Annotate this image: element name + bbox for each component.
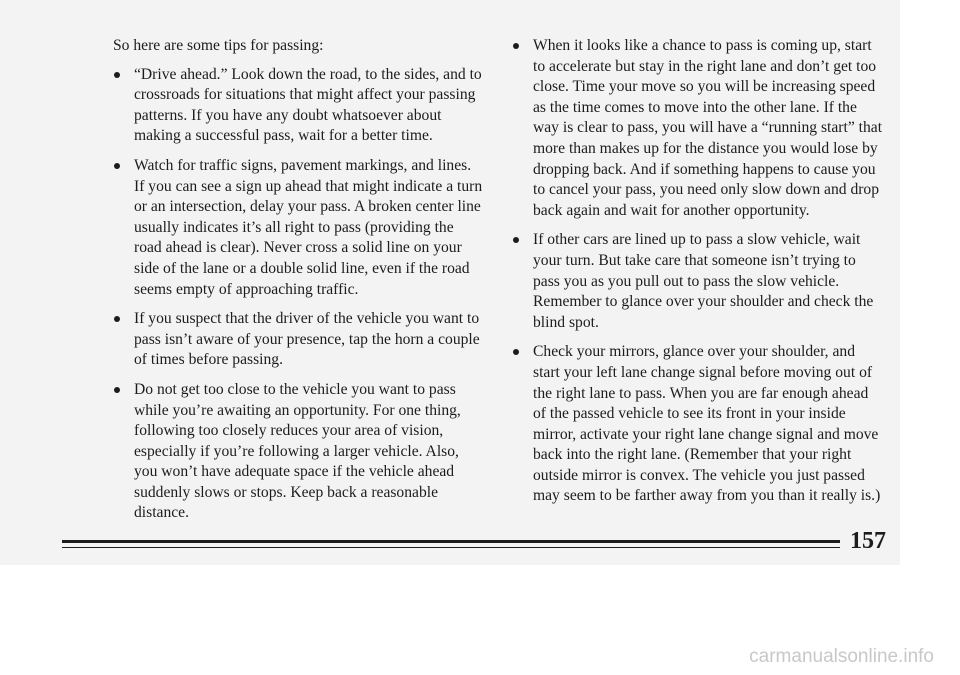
left-bullet-list [113, 65, 485, 524]
watermark-text: carmanualsonline.info [749, 646, 934, 667]
bullet-item [512, 36, 884, 221]
bullet-icon [114, 72, 120, 78]
bullet-item [113, 65, 485, 147]
left-column [113, 36, 485, 533]
intro-text: So here are some tips for passing: [113, 37, 324, 54]
footer-rule-thick [62, 540, 840, 543]
bullet-text: If other cars are lined up to pass a slow vehicle, wait your turn. But take care that someone isn’t trying to pass you as you pull out to pass the slow vehicle. Remember to glance over your shoulder and check the blind spot. [533, 231, 874, 331]
bullet-icon [114, 387, 120, 393]
bullet-icon [513, 349, 519, 355]
bullet-text: Check your mirrors, glance over your shoulder, and start your left lane change signal before moving out of the right lane to pass. When you are far enough ahead of the passed vehicle to see its front in your inside mirror, activate your right lane change signal and move back into the right lane. (Remember that your right outside mirror is convex. The vehicle you just passed may seem to be farther away from you than it really is.) [533, 343, 881, 505]
bullet-item [113, 380, 485, 524]
right-column [512, 36, 884, 516]
bullet-text: Watch for traffic signs, pavement markings, and lines. If you can see a sign up ahead that might indicate a turn or an intersection, delay your pass. A broken center line usually indicates it’s all right to pass (providing the road ahead is clear). Never cross a solid line on your side of the lane or a double solid line, even if the road seems empty of approaching traffic. [134, 156, 483, 298]
bullet-item [113, 156, 485, 300]
bullet-icon [513, 43, 519, 49]
bullet-icon [114, 316, 120, 322]
bullet-text: When it looks like a chance to pass is coming up, start to accelerate but stay in the right lane and don’t get too close. Time your move so you will be increasing speed as the time comes to move into the other lane. If the way is clear to pass, you will have a “running start” that more than makes up for the distance you would lose by dropping back. And if something happens to cause you to cancel your pass, you need only slow down and drop back again and wait for another opportunity. [533, 37, 883, 219]
right-bullet-list [512, 36, 884, 507]
page-number: 157 [850, 528, 886, 554]
bullet-icon [114, 163, 120, 169]
bullet-item [512, 342, 884, 507]
bullet-item [512, 230, 884, 333]
footer-rule-thin [62, 547, 840, 548]
bullet-icon [513, 237, 519, 243]
bullet-text: Do not get too close to the vehicle you want to pass while you’re awaiting an opportunity. For one thing, following too closely reduces your area of vision, especially if you’re following a larger vehicle. Also, you won’t have adequate space if the vehicle ahead suddenly slows or stops. Keep back a reasonable distance. [134, 380, 461, 522]
bullet-text: “Drive ahead.” Look down the road, to the sides, and to crossroads for situations that might affect your passing patterns. If you have any doubt whatsoever about making a successful pass, wait for a better time. [134, 65, 482, 145]
bullet-item [113, 309, 485, 371]
bullet-text: If you suspect that the driver of the vehicle you want to pass isn’t aware of your presence, tap the horn a couple of times before passing. [134, 310, 480, 369]
